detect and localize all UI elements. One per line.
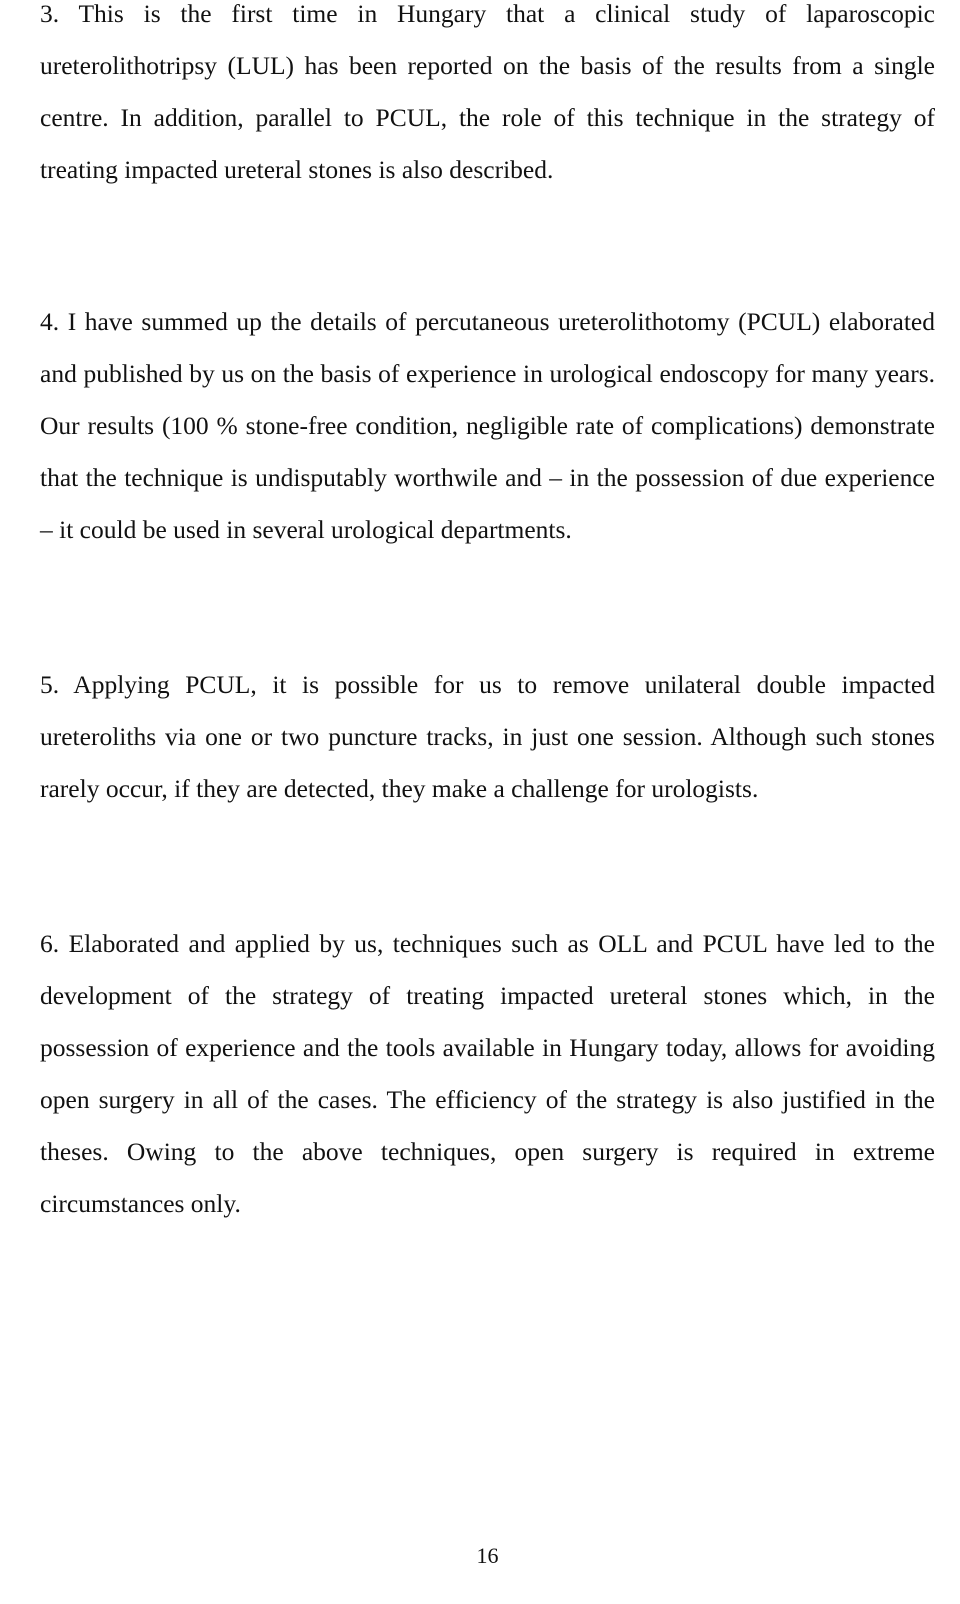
thesis-number: 5. [40,670,60,699]
thesis-text: I have summed up the details of percutaneous ureterolithotomy (PCUL) elaborated and published by us on the basis of experience in urological endoscopy for many years. Our results (100 % stone-free condition, negligible rate of complications) demonstrate that the technique is undisputably worthwile and – in the possession of due experience – it could be used in several urological departments. [40,307,936,544]
thesis-4 [40,296,935,556]
thesis-6 [40,918,935,1230]
thesis-text: Elaborated and applied by us, techniques such as OLL and PCUL have led to the development of the strategy of treating impacted ureteral stones which, in the possession of experience and the tools available in Hungary today, allows for avoiding open surgery in all of the cases. The efficiency of the strategy is also justified in the theses. Owing to the above techniques, open surgery is required in extreme circumstances only. [40,929,935,1218]
thesis-text: This is the first time in Hungary that a clinical study of laparoscopic ureterolithotripsy (LUL) has been reported on the basis of the results from a single centre. In addition, parallel to PCUL, the role of this technique in the strategy of treating impacted ureteral stones is also described. [40,0,935,184]
thesis-3 [40,0,935,196]
thesis-number: 4. [40,307,60,336]
thesis-5 [40,659,935,815]
thesis-number: 6. [40,929,60,958]
thesis-number: 3. [40,0,60,28]
thesis-text: Applying PCUL, it is possible for us to remove unilateral double impacted ureteroliths via one or two puncture tracks, in just one session. Although such stones rarely occur, if they are detected, they make a challenge for urologists. [40,670,936,803]
page-number: 16 [476,1543,499,1568]
document-page [40,0,935,1604]
